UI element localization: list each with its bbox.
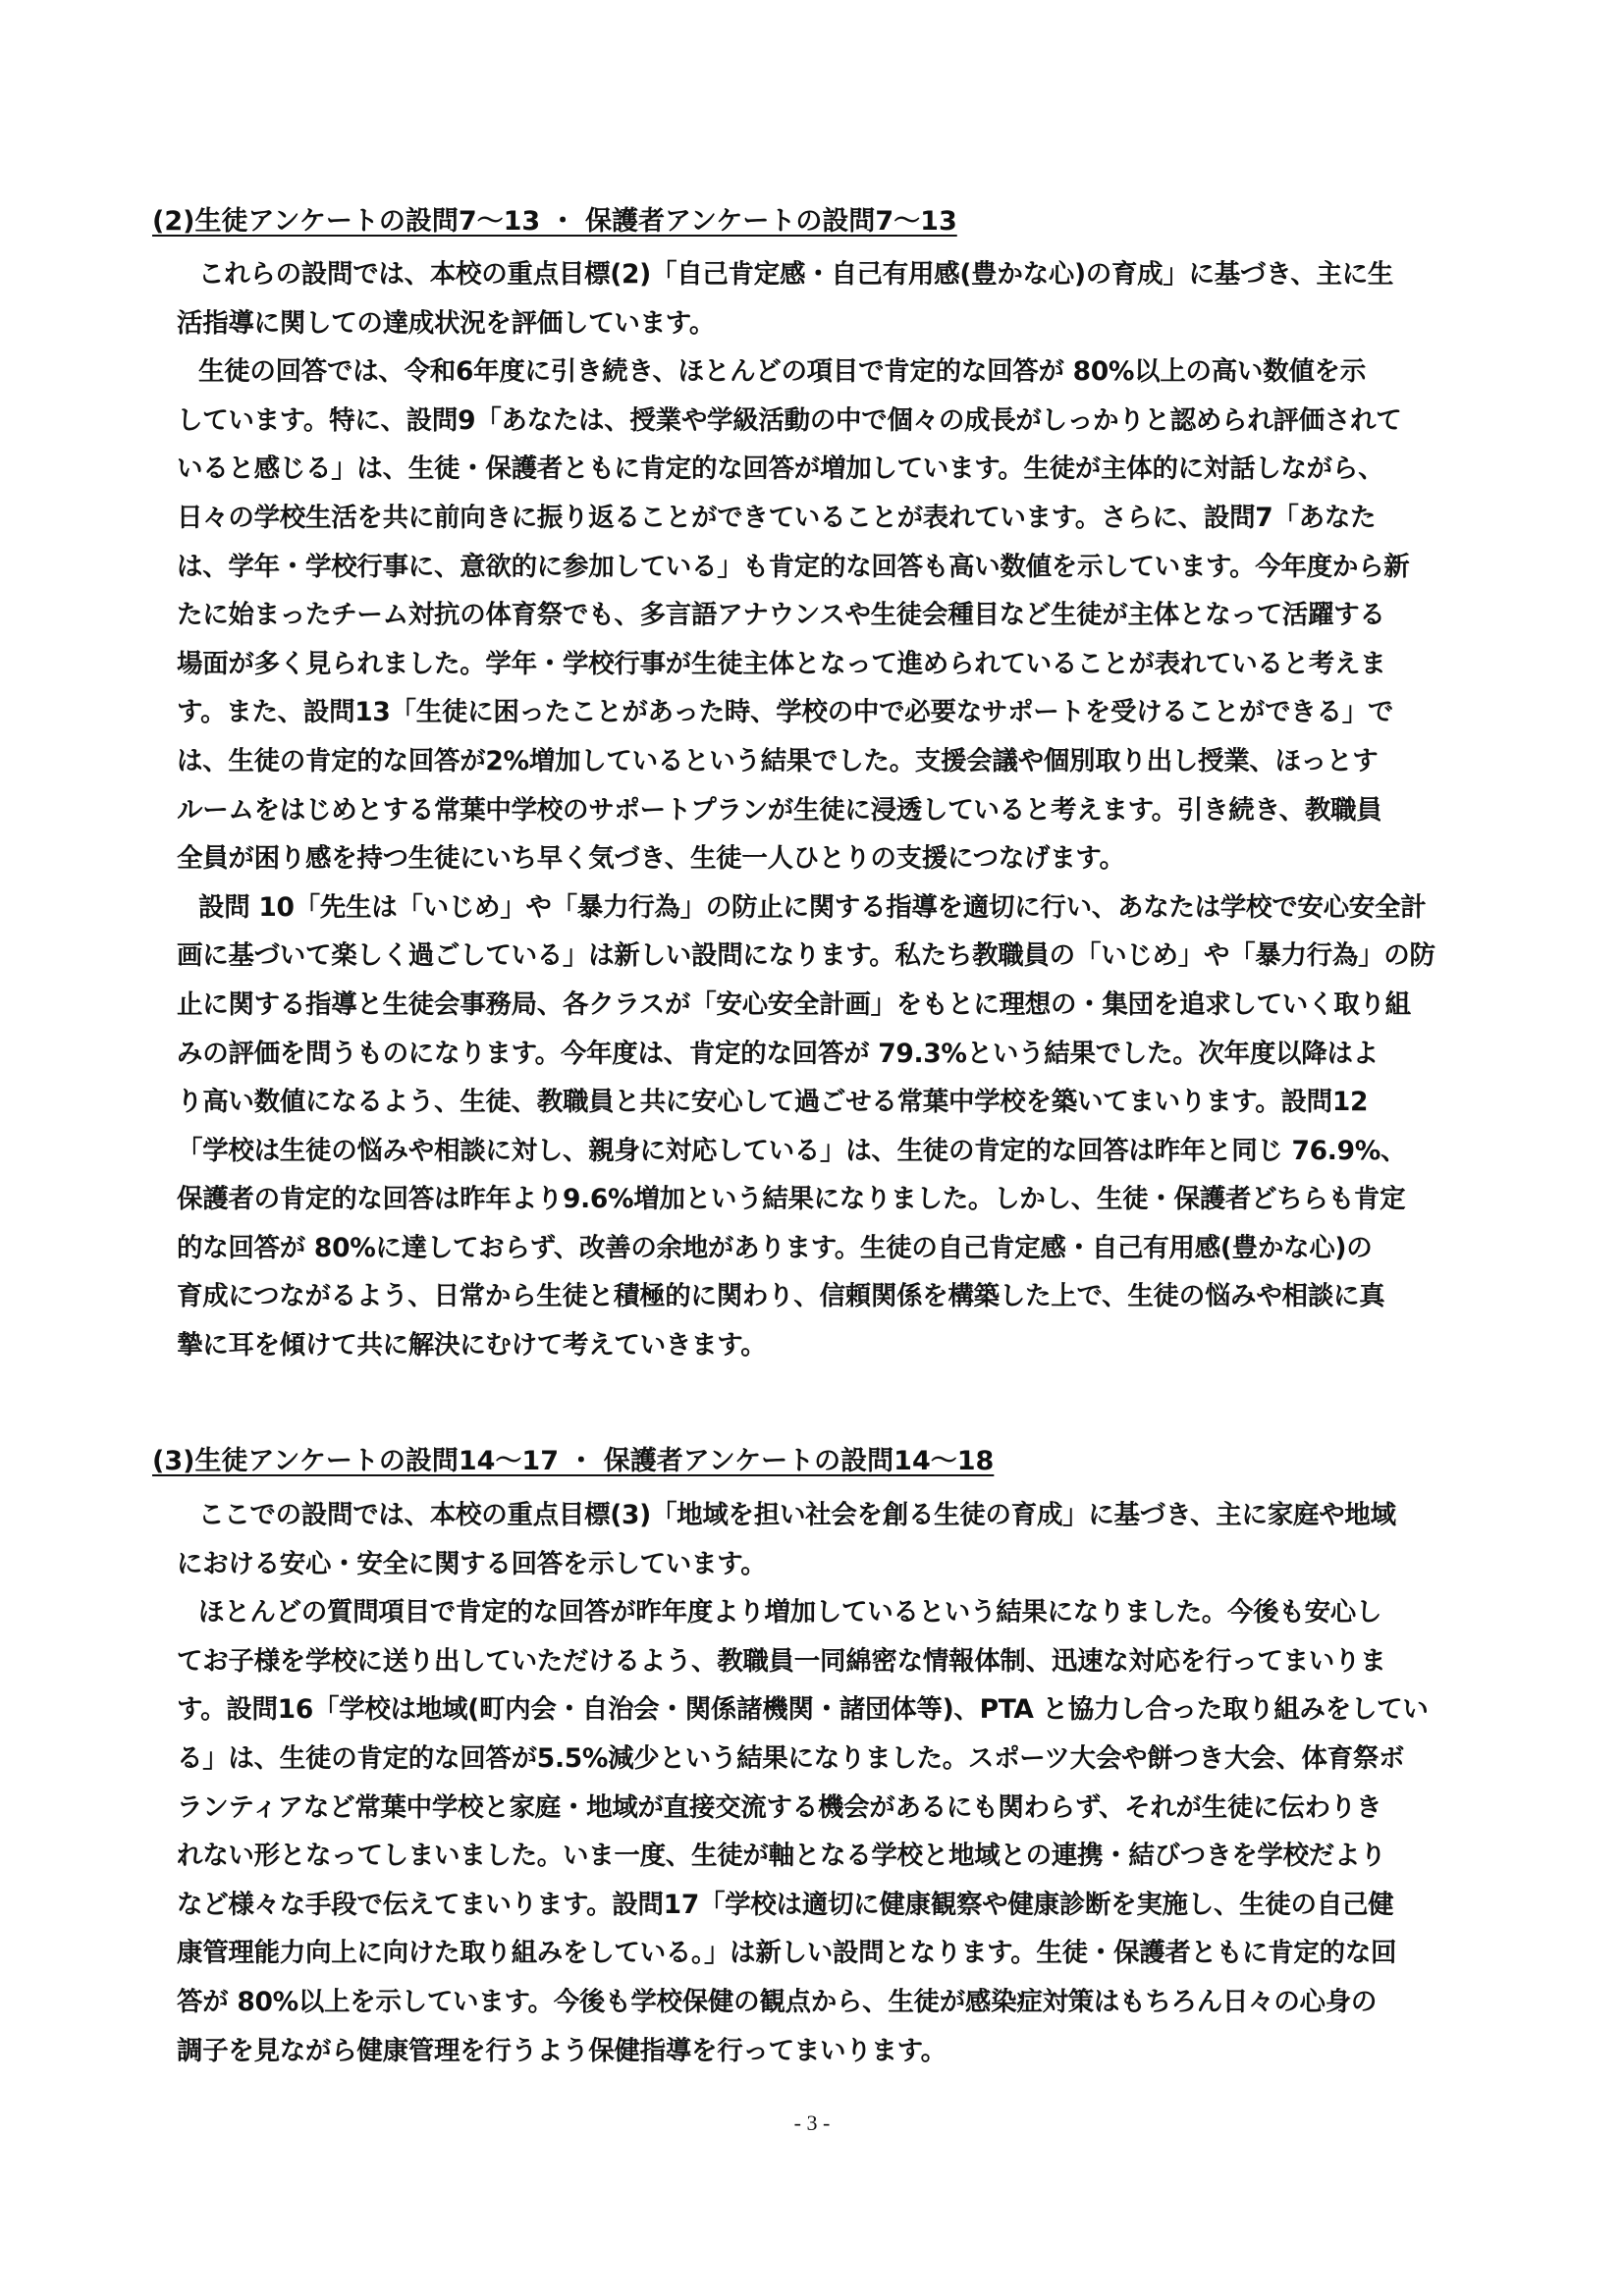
paragraph-line: しています。特に、設問9「あなたは、授業や学級活動の中で個々の成長がしっかりと認められ評価されて bbox=[177, 404, 1402, 436]
paragraph-line: 育成につながるよう、日常から生徒と積極的に関わり、信頼関係を構築した上で、生徒の悩みや相談に真 bbox=[177, 1281, 1385, 1312]
paragraph-line: みの評価を問うものになります。今年度は、肯定的な回答が 79.3%という結果でした。次年度以降はよ bbox=[177, 1038, 1379, 1069]
paragraph-line: たに始まったチーム対抗の体育祭でも、多言語アナウンスや生徒会種目など生徒が主体となって活躍する bbox=[177, 600, 1385, 631]
paragraph-line: など様々な手段で伝えてまいります。設問17「学校は適切に健康観察や健康診断を実施し、生徒の自己健 bbox=[177, 1889, 1394, 1920]
paragraph-line: 日々の学校生活を共に前向きに振り返ることができていることが表れています。さらに、設問7「あなた bbox=[177, 502, 1377, 533]
section-2-body bbox=[177, 250, 1492, 1370]
paragraph-line: ここでの設問では、本校の重点目標(3)「地域を担い社会を創る生徒の育成」に基づき、主に家庭や地域 bbox=[198, 1500, 1396, 1530]
paragraph-line: る」は、生徒の肯定的な回答が5.5%減少という結果になりました。スポーツ大会や餅つき大会、体育祭ボ bbox=[177, 1742, 1405, 1774]
paragraph-line: 調子を見ながら健康管理を行うよう保健指導を行ってまいります。 bbox=[177, 2035, 947, 2066]
paragraph-line: ルームをはじめとする常葉中学校のサポートプランが生徒に浸透していると考えます。引き続き、教職員 bbox=[177, 794, 1382, 826]
paragraph-line: 全員が困り感を持つ生徒にいち早く気づき、生徒一人ひとりの支援につなげます。 bbox=[177, 843, 1125, 875]
paragraph-line: 画に基づいて楽しく過ごしている」は新しい設問になります。私たち教職員の「いじめ」や「暴力行為」の防 bbox=[177, 940, 1435, 972]
section-2-heading: (2)生徒アンケートの設問7～13 ・ 保護者アンケートの設問7～13 bbox=[152, 206, 957, 237]
section-3-body bbox=[177, 1491, 1492, 2075]
paragraph-line: は、学年・学校行事に、意欲的に参加している」も肯定的な回答も高い数値を示しています。今年度から新 bbox=[177, 551, 1410, 582]
paragraph-line: てお子様を学校に送り出していただけるよう、教職員一同綿密な情報体制、迅速な対応を行ってまいりま bbox=[177, 1645, 1386, 1677]
paragraph-line: ほとんどの質問項目で肯定的な回答が昨年度より増加しているという結果になりました。今後も安心し bbox=[198, 1597, 1382, 1629]
paragraph-line: れない形となってしまいました。いま一度、生徒が軸となる学校と地域との連携・結びつきを学校だより bbox=[177, 1841, 1386, 1872]
paragraph-line: 康管理能力向上に向けた取り組みをしている。」は新しい設問となります。生徒・保護者ともに肯定的な回 bbox=[177, 1938, 1397, 1969]
paragraph-line: ランティアなど常葉中学校と家庭・地域が直接交流する機会があるにも関わらず、それが生徒に伝わりき bbox=[177, 1791, 1382, 1823]
paragraph-line: 生徒の回答では、令和6年度に引き続き、ほとんどの項目で肯定的な回答が 80%以上の高い数値を示 bbox=[198, 356, 1366, 388]
page-number: - 3 - bbox=[793, 2110, 831, 2135]
paragraph-line: 活指導に関しての達成状況を評価しています。 bbox=[177, 307, 716, 339]
paragraph-line: 的な回答が 80%に達しておらず、改善の余地があります。生徒の自己肯定感・自己有用感(豊かな心)の bbox=[177, 1232, 1373, 1263]
paragraph-line: 摯に耳を傾けて共に解決にむけて考えていきます。 bbox=[177, 1330, 767, 1362]
paragraph-line: り高い数値になるよう、生徒、教職員と共に安心して過ごせる常葉中学校を築いてまいります。設問12 bbox=[177, 1087, 1369, 1118]
paragraph-line: す。設問16「学校は地域(町内会・自治会・関係諸機関・諸団体等)、PTA と協力し合った取り組みをしてい bbox=[177, 1694, 1429, 1726]
paragraph-line: 止に関する指導と生徒会事務局、各クラスが「安心安全計画」をもとに理想の・集団を追求していく取り組 bbox=[177, 988, 1411, 1020]
section-3-heading: (3)生徒アンケートの設問14～17 ・ 保護者アンケートの設問14～18 bbox=[152, 1446, 995, 1476]
paragraph-line: いると感じる」は、生徒・保護者ともに肯定的な回答が増加しています。生徒が主体的に対話しながら、 bbox=[177, 454, 1384, 485]
paragraph-line: 設問 10「先生は「いじめ」や「暴力行為」の防止に関する指導を適切に行い、あなたは学校で安心安全計 bbox=[198, 891, 1427, 923]
paragraph-line: 保護者の肯定的な回答は昨年より9.6%増加という結果になりました。しかし、生徒・保護者どちらも肯定 bbox=[177, 1184, 1406, 1215]
paragraph-line: における安心・安全に関する回答を示しています。 bbox=[177, 1548, 767, 1579]
paragraph-line: は、生徒の肯定的な回答が2%増加しているという結果でした。支援会議や個別取り出し授業、ほっとす bbox=[177, 745, 1379, 776]
paragraph-line: これらの設問では、本校の重点目標(2)「自己肯定感・自己有用感(豊かな心)の育成」に基づき、主に生 bbox=[198, 259, 1394, 290]
paragraph-line: 答が 80%以上を示しています。今後も学校保健の観点から、生徒が感染症対策はもちろん日々の心身の bbox=[177, 1986, 1378, 2017]
paragraph-line: す。また、設問13「生徒に困ったことがあった時、学校の中で必要なサポートを受けることができる」で bbox=[177, 697, 1394, 728]
paragraph-line: 場面が多く見られました。学年・学校行事が生徒主体となって進められていることが表れていると考えま bbox=[177, 648, 1386, 679]
paragraph-line: 「学校は生徒の悩みや相談に対し、親身に対応している」は、生徒の肯定的な回答は昨年と同じ 76.9%、 bbox=[177, 1135, 1407, 1166]
